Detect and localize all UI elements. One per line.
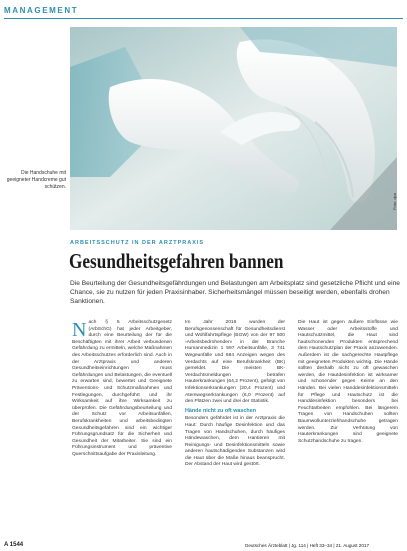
- column-3-text: Die Haut ist gegen äußere Einflüsse wie Wasser oder Arbeitsstoffe und Hautschutzmittel, die Haut sind hautschonenden Produkten entsprechend dem Hautschutzplan der Praxis anzuwenden. Außerdem ist die sachgerechte Hautpflege mit geeigneten Produkten wichtig. Die Hände sollten deshalb nicht zu oft gewaschen werden, die Hautdesinfektion ist wirksamer und schonender gegen Keime an den Händen. Bei vielen Handdesinfektionsmitteln für Pflege und Hautschutz ist die Handdesinfektion besonders bei Feuchtarbeiten empfohlen. Bei längerem Tragen von Handschuhen sollten Baumwollunterziehhandschuhe getragen werden. Zur Verhütung von Hauterkrankungen sind geeignete Schutzhandschuhe zu tragen.: [298, 320, 398, 444]
- column-2-subhead: Hände nicht zu oft waschen: [185, 407, 256, 414]
- column-2-text: Im Jahr 2016 wurden der Berufsgenossenschaft für Gesundheitsdienst und Wohlfahrtspflege (BGW) von der 97 500 ›Arbeitsbedrohenden‹ in der Branche Humanmedizin 1 597 Arbeitsunfälle, 3 741 Wegeunfälle und 684 Anzeigen wegen des Verdachts auf eine Berufskrankheit (BK) gemeldet. Die meisten BK-Verdachtsmeldungen betrafen Hauterkrankungen (64,2 Prozent), gefolgt von Infektionserkrankungen (20,4 Prozent) und Atemwegserkrankungen (6,0 Prozent) auf den Plätzen zwei und drei der Statistik.: [185, 320, 285, 405]
- article-headline: Gesundheitsgefahren bannen: [69, 249, 284, 273]
- photo-caption: Die Handschuhe mit geeigneter Handcreme gut schützen.: [6, 170, 66, 190]
- gloved-hands-illustration: [70, 27, 397, 230]
- column-1-text: ach § 5 Arbeitsschutzgesetz (ArbSchG) hat jeder Arbeitgeber, durch eine Beurteilung der für die Beschäftigten mit ihrer Arbeit verbundenen Gefährdung zu ermitteln, welche Maßnahmen des Arbeitsschutzes erforderlich sind. Auch in der Arztpraxis und anderen Gesundheitseinrichtungen muss Gefährdungen und Belastungen, die eventuell zu erwarten sind, bewertet und Geeignete Präventions- und Schutzmaßnahmen und Festlegungen, durchgeführt und ihr Wirksamkeit auf ihre Wirksamkeit zu überprüfen. Die Gefährdungsbeurteilung und der Schutz vor Arbeitsunfällen, Berufskrankheiten und arbeitsbedingten Gesundheitsgefahren sind ein wichtiger Führungsgrundsatz für die Sicherheit und Gesundheit der Mitarbeiter. Sie sind ein Führungsinstrument und präventive Querschnittsaufgabe der Praxisleitung.: [72, 320, 172, 457]
- section-label: MANAGEMENT: [4, 6, 79, 15]
- column-2-text-b: Besonders gefährdet ist in der Arztpraxis die Haut: Durch häufige Desinfektion und das Tragen von Handschuhen, durch häufiges Händewaschen, dem Hantieren mit Reinigungs- und Desinfektionsmitteln sowie anderen hautschädigenden Substanzen wird die Haut über die Maße hinaus beansprucht. Der Abstand der Haut wird gestört.: [185, 416, 285, 468]
- article-lead: Die Beurteilung der Gesundheitsgefährdungen und Belastungen am Arbeitsplatz sind gesetzliche Pflicht und eine Chance, sie zu nutzen für jeden Praxisinhaber. Sicherheitsmängel müssen beseitigt werden, ebenfalls drohen Sanktionen.: [70, 280, 400, 305]
- photo-credit: Foto: dpa: [392, 193, 397, 210]
- journal-reference: Deutsches Ärzteblatt | Jg. 114 | Heft 33–34 | 21. August 2017: [245, 543, 370, 548]
- article-photo: [70, 27, 397, 230]
- text-column-1: [72, 320, 172, 458]
- page-number: A 1544: [4, 542, 24, 548]
- text-column-2: [185, 320, 285, 469]
- text-column-3: [298, 320, 398, 445]
- drop-cap: N: [72, 319, 87, 341]
- header-rule: [4, 18, 403, 19]
- article-kicker: ARBEITSSCHUTZ IN DER ARZTPRAXIS: [70, 240, 205, 246]
